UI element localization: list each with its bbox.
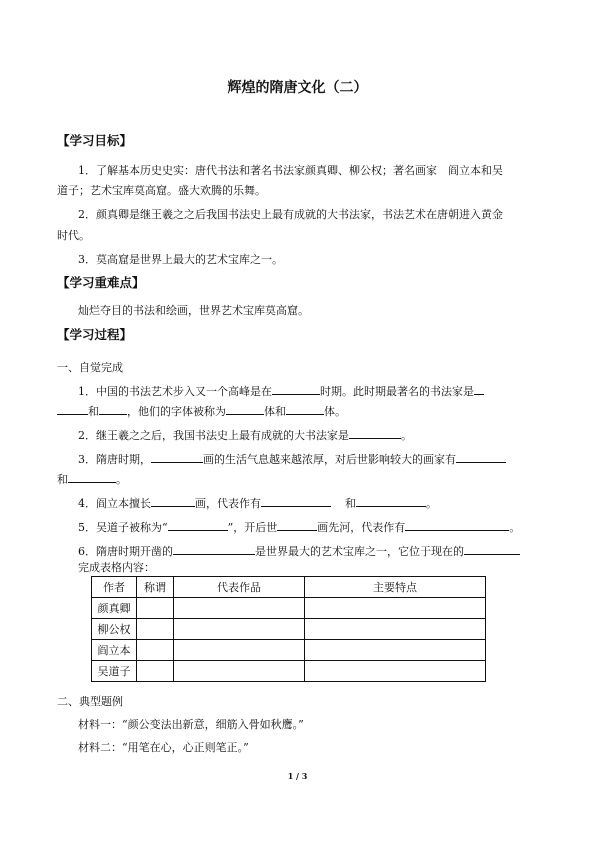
table-cell-author: 阎立本 (92, 640, 137, 661)
question-4: 4．阎立本擅长 画，代表作有 和 。 (78, 494, 437, 511)
answer-blank[interactable] (99, 402, 127, 415)
table-cell-input[interactable] (305, 640, 486, 661)
process-heading: 【学习过程】 (57, 327, 133, 342)
goal-line-2: 道子；艺术宝库莫高窟。盛大欢腾的乐舞。 (57, 184, 266, 197)
table-header: 作者 (92, 577, 137, 598)
table-cell-input[interactable] (174, 619, 305, 640)
material-1: 材料一：“颜公变法出新意，细筋入骨如秋鹰。” (78, 718, 304, 731)
table-cell-input[interactable] (305, 598, 486, 619)
question-5: 5．吴道子被称为“ ”，开后世 画先河，代表作有 。 (78, 518, 520, 535)
goal-line-4: 时代。 (57, 229, 90, 242)
table-cell-author: 吴道子 (92, 661, 137, 682)
key-points-text: 灿烂夺目的书法和绘画，世界艺术宝库莫高窟。 (78, 304, 309, 317)
table-cell-input[interactable] (137, 640, 174, 661)
question-1-line-2: 和 ，他们的字体被称为 体和 体。 (57, 402, 346, 419)
answer-blank[interactable] (356, 494, 426, 507)
key-points-heading: 【学习重难点】 (57, 275, 145, 290)
answer-blank[interactable] (349, 426, 401, 439)
table-cell-input[interactable] (137, 619, 174, 640)
question-6-line-1: 6．隋唐时期开凿的 是世界最大的艺术宝库之一，它位于现在的 (78, 542, 520, 559)
page-number: 1 / 3 (287, 771, 308, 781)
part2-heading: 二、典型题例 (57, 695, 123, 708)
table-row (92, 619, 486, 640)
answer-blank[interactable] (261, 494, 331, 507)
table-cell-input[interactable] (174, 661, 305, 682)
question-3-line-1: 3．隋唐时期， 画的生活气息越来越浓厚，对后世影响较大的画家有 (78, 450, 506, 467)
completion-table (91, 576, 486, 682)
table-cell-input[interactable] (137, 598, 174, 619)
answer-blank[interactable] (173, 542, 255, 555)
table-header: 主要特点 (305, 577, 486, 598)
part1-heading: 一、自觉完成 (57, 361, 123, 374)
table-row (92, 640, 486, 661)
answer-blank[interactable] (168, 518, 228, 531)
table-cell-author: 柳公权 (92, 619, 137, 640)
answer-blank[interactable] (286, 402, 324, 415)
question-2: 2．继王羲之之后，我国书法史上最有成就的大书法家是 。 (78, 426, 412, 443)
table-row (92, 598, 486, 619)
table-cell-input[interactable] (305, 661, 486, 682)
answer-blank[interactable] (68, 470, 116, 483)
goal-line-3: 2．颜真卿是继王羲之之后我国书法史上最有成就的大书法家，书法艺术在唐朝进入黄金 (78, 208, 503, 221)
question-1-line-1: 1．中国的书法艺术步入又一个高峰是在 时期。此时期最著名的书法家是 (78, 382, 484, 399)
answer-blank[interactable] (277, 518, 317, 531)
material-2: 材料二：“用笔在心，心正则笔正。” (78, 741, 249, 754)
answer-blank[interactable] (456, 450, 506, 463)
answer-blank[interactable] (474, 382, 484, 395)
answer-blank[interactable] (405, 518, 509, 531)
goal-line-1: 1．了解基本历史史实：唐代书法和著名书法家颜真卿、柳公权；著名画家 阎立本和吴 (78, 164, 503, 177)
table-header: 称谓 (137, 577, 174, 598)
answer-blank[interactable] (226, 402, 264, 415)
goals-heading: 【学习目标】 (57, 133, 133, 148)
table-cell-input[interactable] (137, 661, 174, 682)
table-cell-author: 颜真卿 (92, 598, 137, 619)
table-cell-input[interactable] (174, 598, 305, 619)
table-cell-input[interactable] (305, 619, 486, 640)
table-cell-input[interactable] (174, 640, 305, 661)
answer-blank[interactable] (272, 382, 320, 395)
answer-blank[interactable] (151, 450, 203, 463)
table-row (92, 661, 486, 682)
question-6-line-2: 完成表格内容： (78, 561, 155, 574)
answer-blank[interactable] (57, 402, 88, 415)
question-3-line-2: 和 。 (57, 470, 127, 487)
page-title: 辉煌的隋唐文化（二） (227, 80, 368, 96)
table-header-row (92, 577, 486, 598)
answer-blank[interactable] (464, 542, 520, 555)
goal-line-5: 3．莫高窟是世界上最大的艺术宝库之一。 (78, 253, 283, 266)
answer-blank[interactable] (151, 494, 195, 507)
table-header: 代表作品 (174, 577, 305, 598)
